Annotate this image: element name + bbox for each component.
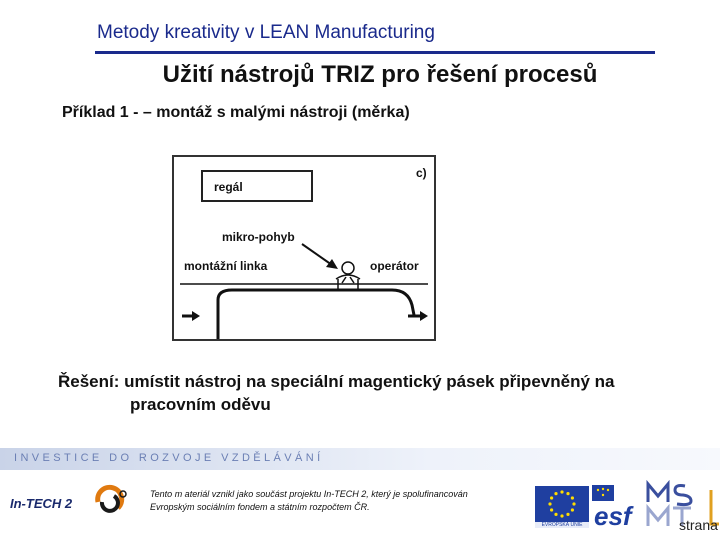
solution-line-1: Řešení: umístit nástroj na speciální magentický pásek připevněný na (58, 372, 615, 391)
example-label: Příklad 1 - – montáž s malými nástroji (měrka) (62, 104, 410, 121)
assembly-line-figure (172, 155, 436, 341)
line-label: montážní linka (184, 259, 268, 273)
footer-note: Tento m ateriál vznikl jako součást projektu In-TECH 2, který je spolufinancován Evropským sociálním fondem a státním rozpočtem ČR. (150, 489, 468, 512)
footer-band (0, 448, 720, 470)
solution-line-2: pracovním oděvu (130, 395, 271, 414)
shelf-label: regál (214, 180, 243, 194)
esf-logo (592, 483, 644, 527)
eu-stars-icon (548, 490, 575, 517)
intech-logo-text: In-TECH 2 (10, 496, 73, 511)
page-label: strana (679, 517, 718, 533)
header-title: Metody kreativity v LEAN Manufacturing (97, 22, 435, 43)
eu-flag-logo (535, 486, 589, 522)
micro-motion-label: mikro-pohyb (222, 230, 295, 244)
esf-logo-text: esf (594, 501, 632, 527)
eu-caption: EVROPSKÁ UNIE (535, 522, 589, 528)
footer-band-text: INVESTICE DO ROZVOJE VZDĚLÁVÁNÍ (14, 452, 324, 464)
header-divider (95, 51, 655, 54)
operator-label: operátor (370, 259, 419, 273)
intech-logo (10, 482, 132, 522)
figure-corner-label: c) (416, 166, 427, 180)
solution-text (58, 370, 678, 416)
slide-title: Užití nástrojů TRIZ pro řešení procesů (162, 61, 598, 88)
